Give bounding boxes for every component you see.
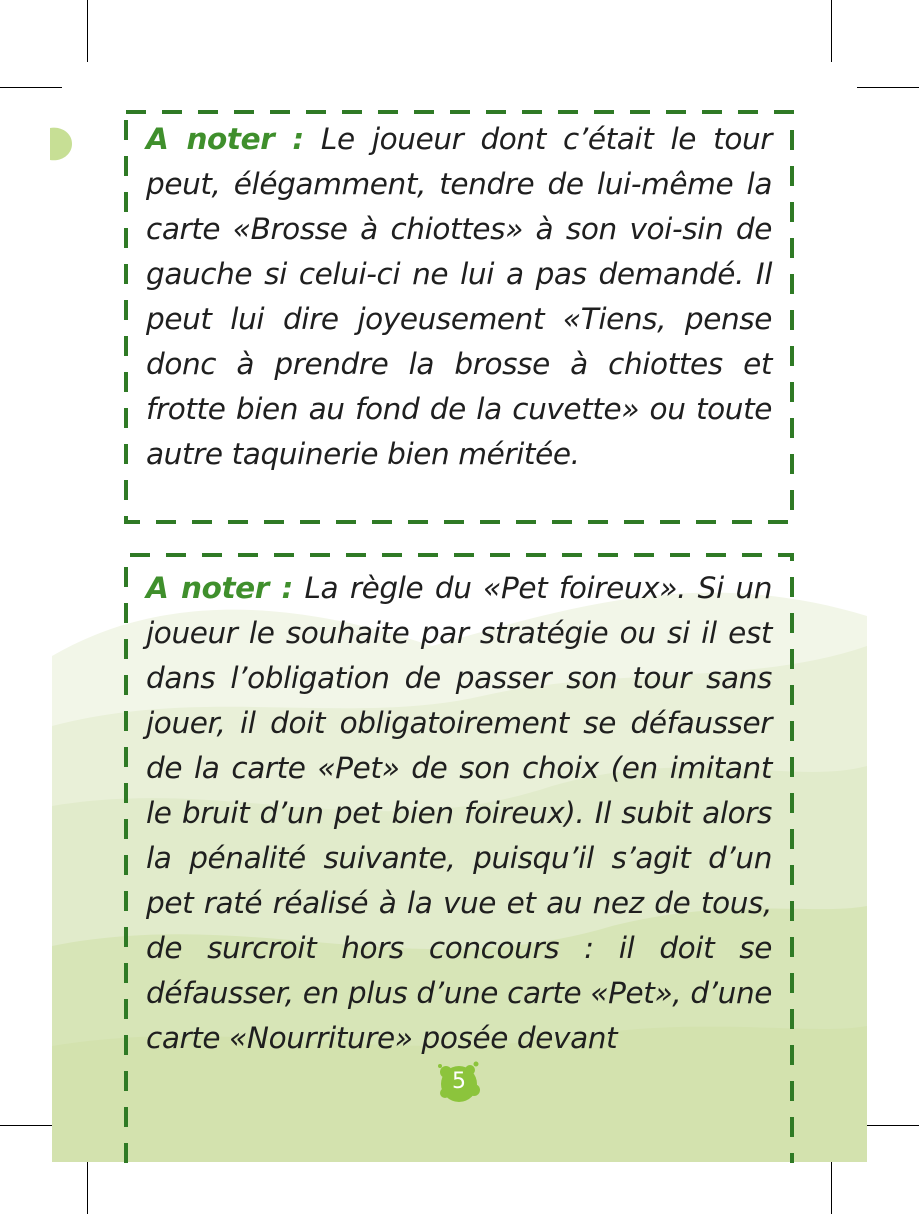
note-paragraph-1: [146, 117, 772, 477]
note-body: Le joueur dont c’était le tour peut, élégamment, tendre de lui-même la carte «Brosse à chiottes» à son voi-sin de gauche si celui-ci ne lui a pas demandé. Il peut lui dire joyeusement «Tiens, pense donc à prendre la brosse à chiottes et frotte bien au fond de la cuvette» ou toute autre taquinerie bien méritée.: [146, 122, 773, 471]
note-body: La règle du «Pet foireux». Si un joueur le souhaite par stratégie ou si il est dans l’obligation de passer son tour sans jouer, il doit obligatoirement se défausser de la carte «Pet» de son choix (en imitant le bruit d’un pet bien foireux). Il subit alors la pénalité suivante, puisqu’il s’agit d’un pet raté réalisé à la vue et au nez de tous, de surcroit hors concours : il doit se défausser, en plus d’une carte «Pet», d’une carte «Nourriture» posée devant: [146, 571, 772, 1055]
crop-mark-top-left-v: [87, 0, 88, 62]
page-number: 5: [452, 1069, 466, 1094]
note-label: A noter :: [146, 571, 293, 605]
page-number-badge: [436, 1060, 482, 1106]
note-box-1: [124, 110, 794, 524]
leaf-icon: [50, 124, 76, 169]
crop-mark-top-right-v: [831, 0, 832, 62]
note-label: A noter :: [146, 122, 304, 156]
note-paragraph-2: [146, 566, 772, 1061]
